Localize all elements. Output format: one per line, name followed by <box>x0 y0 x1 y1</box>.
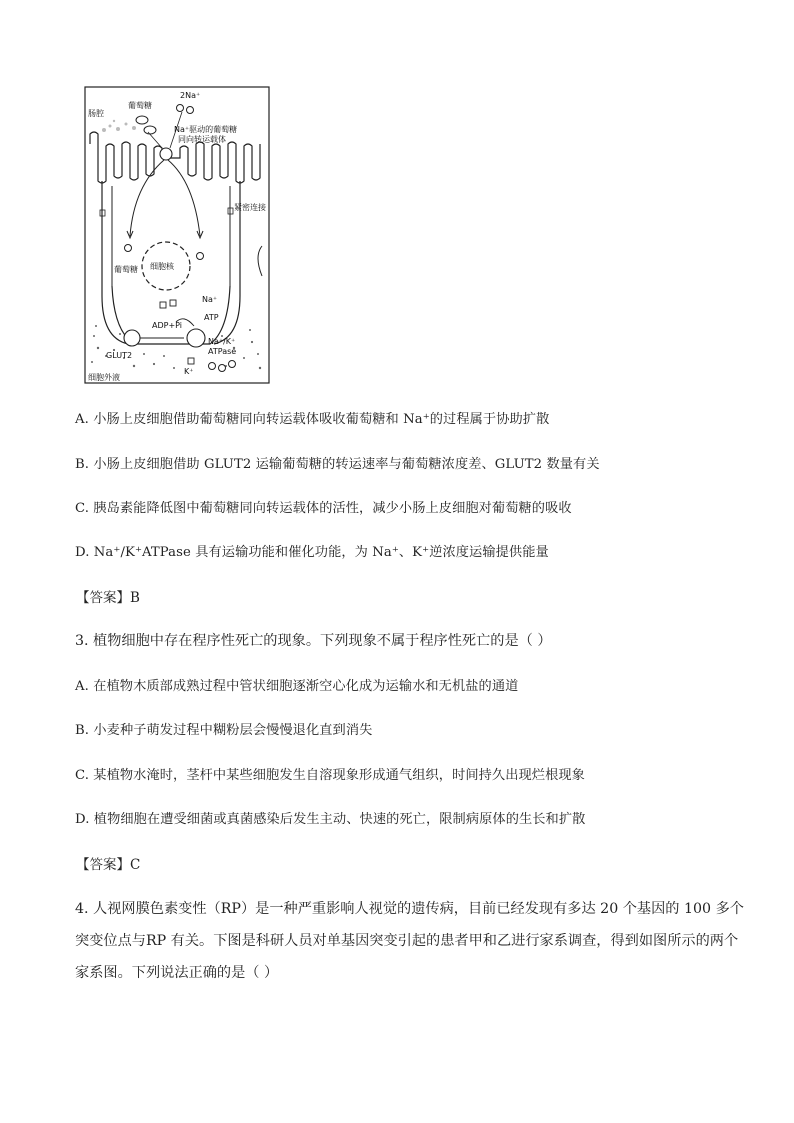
label-tight-junction: 紧密连接 <box>234 203 266 212</box>
q2-option-a: A. 小肠上皮细胞借助葡萄糖同向转运载体吸收葡萄糖和 Na⁺的过程属于协助扩散 <box>75 412 550 427</box>
cell-transport-figure <box>84 86 270 384</box>
label-extracellular: 细胞外液 <box>88 373 120 382</box>
q4-stem-line-1: 4. 人视网膜色素变性（RP）是一种严重影响人视觉的遗传病，目前已经发现有多达 20 个基因的 100 多个 <box>75 901 744 917</box>
q3-stem: 3. 植物细胞中存在程序性死亡的现象。下列现象不属于程序性死亡的是（ ） <box>75 633 552 649</box>
q4-stem-line-2: 突变位点与RP 有关。下图是科研人员对单基因突变引起的患者甲和乙进行家系调查，得到如图所示的两个 <box>75 933 739 949</box>
label-pump-2: ATPase <box>208 347 237 356</box>
label-pump-1: Na⁺/K⁺ <box>208 337 236 346</box>
label-symporter-2: 同向转运载体 <box>178 135 226 144</box>
symporter-icon <box>160 148 172 160</box>
pump-icon <box>187 329 205 347</box>
q3-option-a: A. 在植物木质部成熟过程中管状细胞逐渐空心化成为运输水和无机盐的通道 <box>75 679 519 694</box>
q3-option-b: B. 小麦种子萌发过程中糊粉层会慢慢退化直到消失 <box>75 723 373 738</box>
glut2-icon <box>124 330 140 346</box>
q2-option-d: D. Na⁺/K⁺ATPase 具有运输功能和催化功能，为 Na⁺、K⁺逆浓度运输提供能量 <box>75 545 549 560</box>
label-atp: ATP <box>204 313 219 322</box>
q3-answer: 【答案】C <box>76 857 141 873</box>
q3-option-c: C. 某植物水淹时，茎杆中某些细胞发生自溶现象形成通气组织，时间持久出现烂根现象 <box>75 768 585 783</box>
cell-diagram <box>84 86 270 384</box>
label-glut2: GLUT2 <box>106 351 133 360</box>
q2-option-b: B. 小肠上皮细胞借助 GLUT2 运输葡萄糖的转运速率与葡萄糖浓度差、GLUT2 数量有关 <box>75 457 600 472</box>
label-symporter-1: Na⁺驱动的葡萄糖 <box>174 125 238 134</box>
label-glucose-top: 葡萄糖 <box>128 101 152 110</box>
label-na-top: 2Na⁺ <box>180 91 201 100</box>
label-na-bottom: Na⁺ <box>202 295 218 304</box>
label-nucleus: 细胞核 <box>150 262 174 271</box>
q2-answer: 【答案】B <box>76 590 140 606</box>
label-glucose-inside: 葡萄糖 <box>114 265 138 274</box>
q4-stem-line-3: 家系图。下列说法正确的是（ ） <box>75 965 279 981</box>
q3-option-d: D. 植物细胞在遭受细菌或真菌感染后发生主动、快速的死亡，限制病原体的生长和扩散 <box>75 812 586 827</box>
label-lumen: 肠腔 <box>88 109 104 118</box>
label-adp: ADP+Pi <box>152 321 183 330</box>
q2-option-c: C. 胰岛素能降低图中葡萄糖同向转运载体的活性，减少小肠上皮细胞对葡萄糖的吸收 <box>75 501 572 516</box>
label-k: K⁺ <box>184 367 194 376</box>
